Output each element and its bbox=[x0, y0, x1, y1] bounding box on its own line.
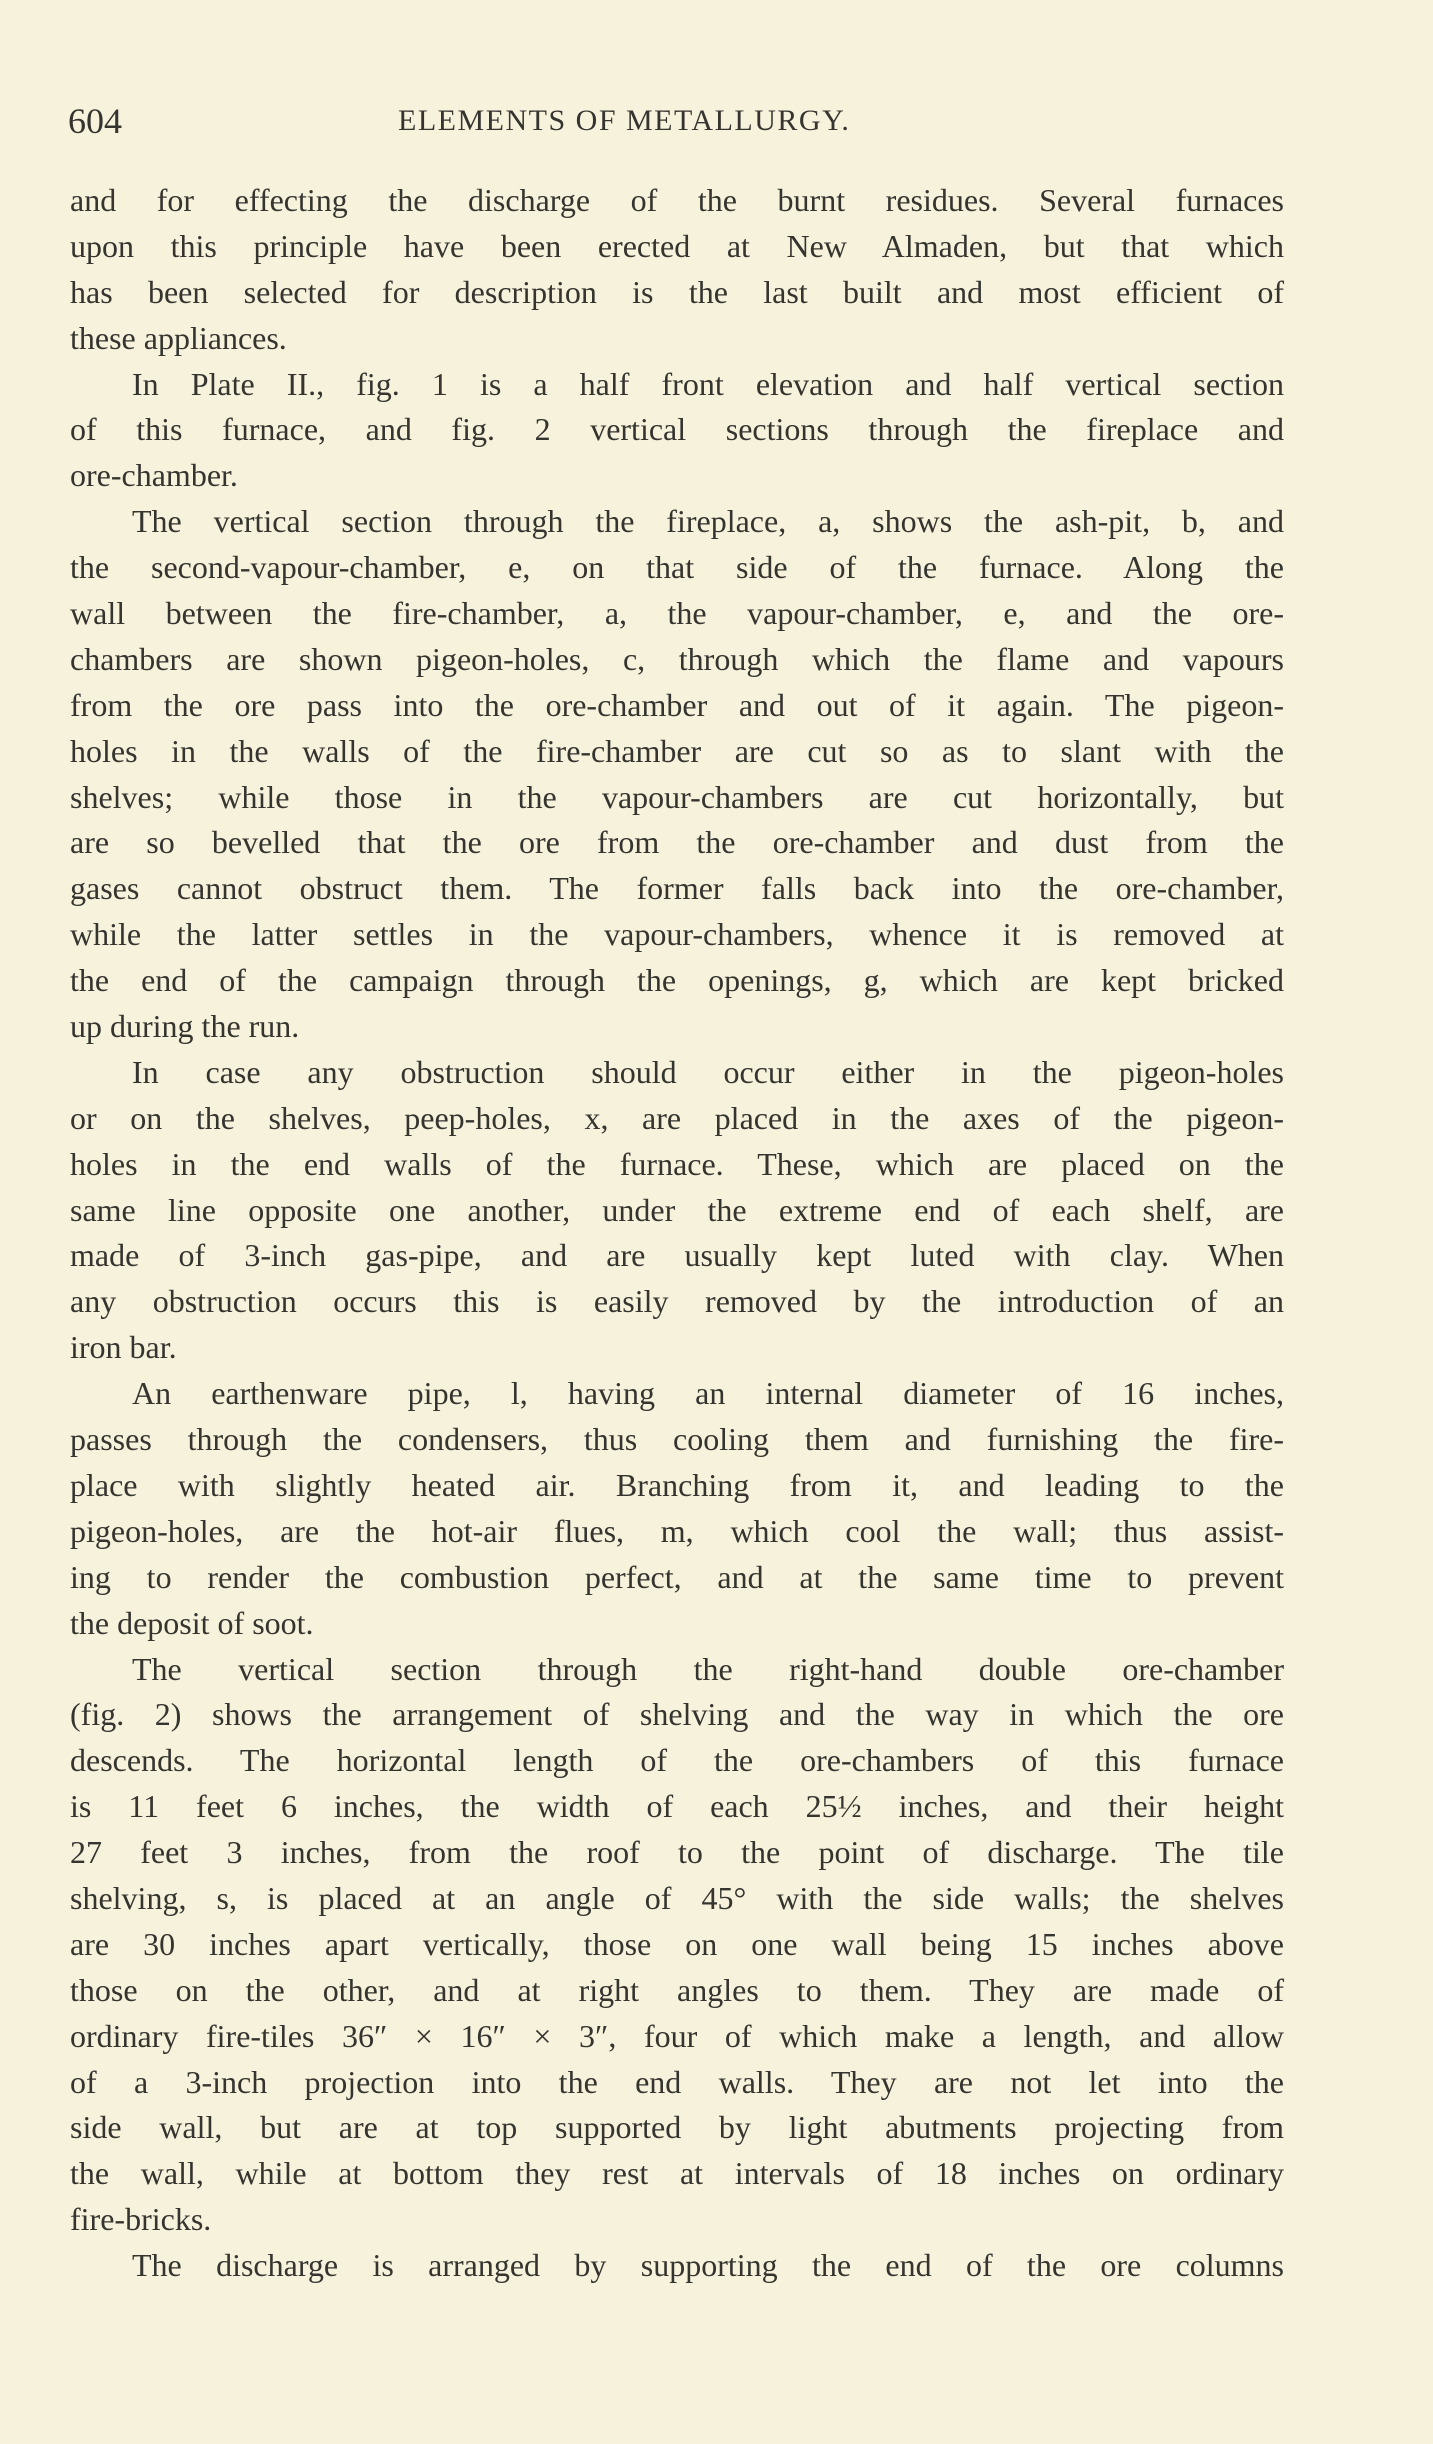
text-line: descends. The horizontal length of the ore-chambers of this furnace bbox=[70, 1742, 1284, 1779]
text-line: same line opposite one another, under the extreme end of each shelf, are bbox=[70, 1191, 1284, 1228]
text-line: of a 3-inch projection into the end walls. They are not let into the bbox=[70, 2063, 1284, 2100]
text-line: upon this principle have been erected at New Almaden, but that which bbox=[70, 227, 1284, 264]
text-line: gases cannot obstruct them. The former falls back into the ore-chamber, bbox=[70, 870, 1284, 907]
text-line: holes in the end walls of the furnace. These, which are placed on the bbox=[70, 1145, 1284, 1182]
text-line: the end of the campaign through the openings, g, which are kept bricked bbox=[70, 962, 1284, 999]
text-line: is 11 feet 6 inches, the width of each 25½ inches, and their height bbox=[70, 1788, 1284, 1825]
paragraph bbox=[70, 2243, 1284, 2289]
running-title: ELEMENTS OF METALLURGY. bbox=[398, 104, 851, 137]
text-line: ore-chamber. bbox=[70, 457, 238, 494]
text-line: are 30 inches apart vertically, those on one wall being 15 inches above bbox=[70, 1925, 1284, 1962]
text-line: wall between the fire-chamber, a, the vapour-chamber, e, and the ore- bbox=[70, 595, 1284, 632]
text-line: An earthenware pipe, l, having an internal diameter of 16 inches, bbox=[132, 1375, 1284, 1412]
text-line: side wall, but are at top supported by light abutments projecting from bbox=[70, 2109, 1284, 2146]
text-line: ing to render the combustion perfect, and at the same time to prevent bbox=[70, 1558, 1284, 1595]
text-line: holes in the walls of the fire-chamber are cut so as to slant with the bbox=[70, 732, 1284, 769]
text-line: In Plate II., fig. 1 is a half front elevation and half vertical section bbox=[132, 365, 1284, 402]
paragraph bbox=[70, 499, 1284, 1050]
text-line: The discharge is arranged by supporting the end of the ore columns bbox=[132, 2247, 1284, 2284]
text-line: up during the run. bbox=[70, 1008, 300, 1045]
paragraph bbox=[70, 362, 1284, 500]
text-line: The vertical section through the fireplace, a, shows the ash-pit, b, and bbox=[132, 503, 1284, 540]
text-line: pigeon-holes, are the hot-air flues, m, which cool the wall; thus assist- bbox=[70, 1512, 1284, 1549]
text-line: In case any obstruction should occur either in the pigeon-holes bbox=[132, 1053, 1284, 1090]
text-line: these appliances. bbox=[70, 319, 287, 356]
text-line: has been selected for description is the last built and most efficient of bbox=[70, 273, 1284, 310]
text-line: passes through the condensers, thus cooling them and furnishing the fire- bbox=[70, 1421, 1284, 1458]
text-line: The vertical section through the right-hand double ore-chamber bbox=[132, 1650, 1284, 1687]
text-line: made of 3-inch gas-pipe, and are usually kept luted with clay. When bbox=[70, 1237, 1284, 1274]
text-line: 27 feet 3 inches, from the roof to the point of discharge. The tile bbox=[70, 1834, 1284, 1871]
text-line: ordinary fire-tiles 36″ × 16″ × 3″, four of which make a length, and allow bbox=[70, 2017, 1284, 2054]
text-line: (fig. 2) shows the arrangement of shelving and the way in which the ore bbox=[70, 1696, 1284, 1733]
text-line: fire-bricks. bbox=[70, 2201, 212, 2238]
text-line: of this furnace, and fig. 2 vertical sections through the fireplace and bbox=[70, 411, 1284, 448]
text-line: iron bar. bbox=[70, 1329, 177, 1366]
text-line: those on the other, and at right angles to them. They are made of bbox=[70, 1971, 1284, 2008]
text-line: place with slightly heated air. Branching from it, and leading to the bbox=[70, 1466, 1284, 1503]
page-number: 604 bbox=[68, 101, 122, 141]
text-line: are so bevelled that the ore from the ore-chamber and dust from the bbox=[70, 824, 1284, 861]
paragraph bbox=[70, 1371, 1284, 1646]
text-line: shelves; while those in the vapour-chambers are cut horizontally, but bbox=[70, 778, 1284, 815]
text-line: shelving, s, is placed at an angle of 45° with the side walls; the shelves bbox=[70, 1879, 1284, 1916]
paragraph bbox=[70, 178, 1284, 362]
text-line: and for effecting the discharge of the burnt residues. Several furnaces bbox=[70, 182, 1284, 218]
text-line: the wall, while at bottom they rest at intervals of 18 inches on ordinary bbox=[70, 2155, 1284, 2192]
text-line: the second-vapour-chamber, e, on that side of the furnace. Along the bbox=[70, 549, 1284, 586]
body-text bbox=[70, 178, 1284, 2289]
paragraph bbox=[70, 1050, 1284, 1371]
text-line: chambers are shown pigeon-holes, c, through which the flame and vapours bbox=[70, 640, 1284, 677]
text-line: or on the shelves, peep-holes, x, are placed in the axes of the pigeon- bbox=[70, 1099, 1284, 1136]
text-line: any obstruction occurs this is easily removed by the introduction of an bbox=[70, 1283, 1284, 1320]
text-line: from the ore pass into the ore-chamber and out of it again. The pigeon- bbox=[70, 686, 1284, 723]
text-line: the deposit of soot. bbox=[70, 1604, 314, 1641]
paragraph bbox=[70, 1647, 1284, 2244]
text-line: while the latter settles in the vapour-chambers, whence it is removed at bbox=[70, 916, 1284, 953]
